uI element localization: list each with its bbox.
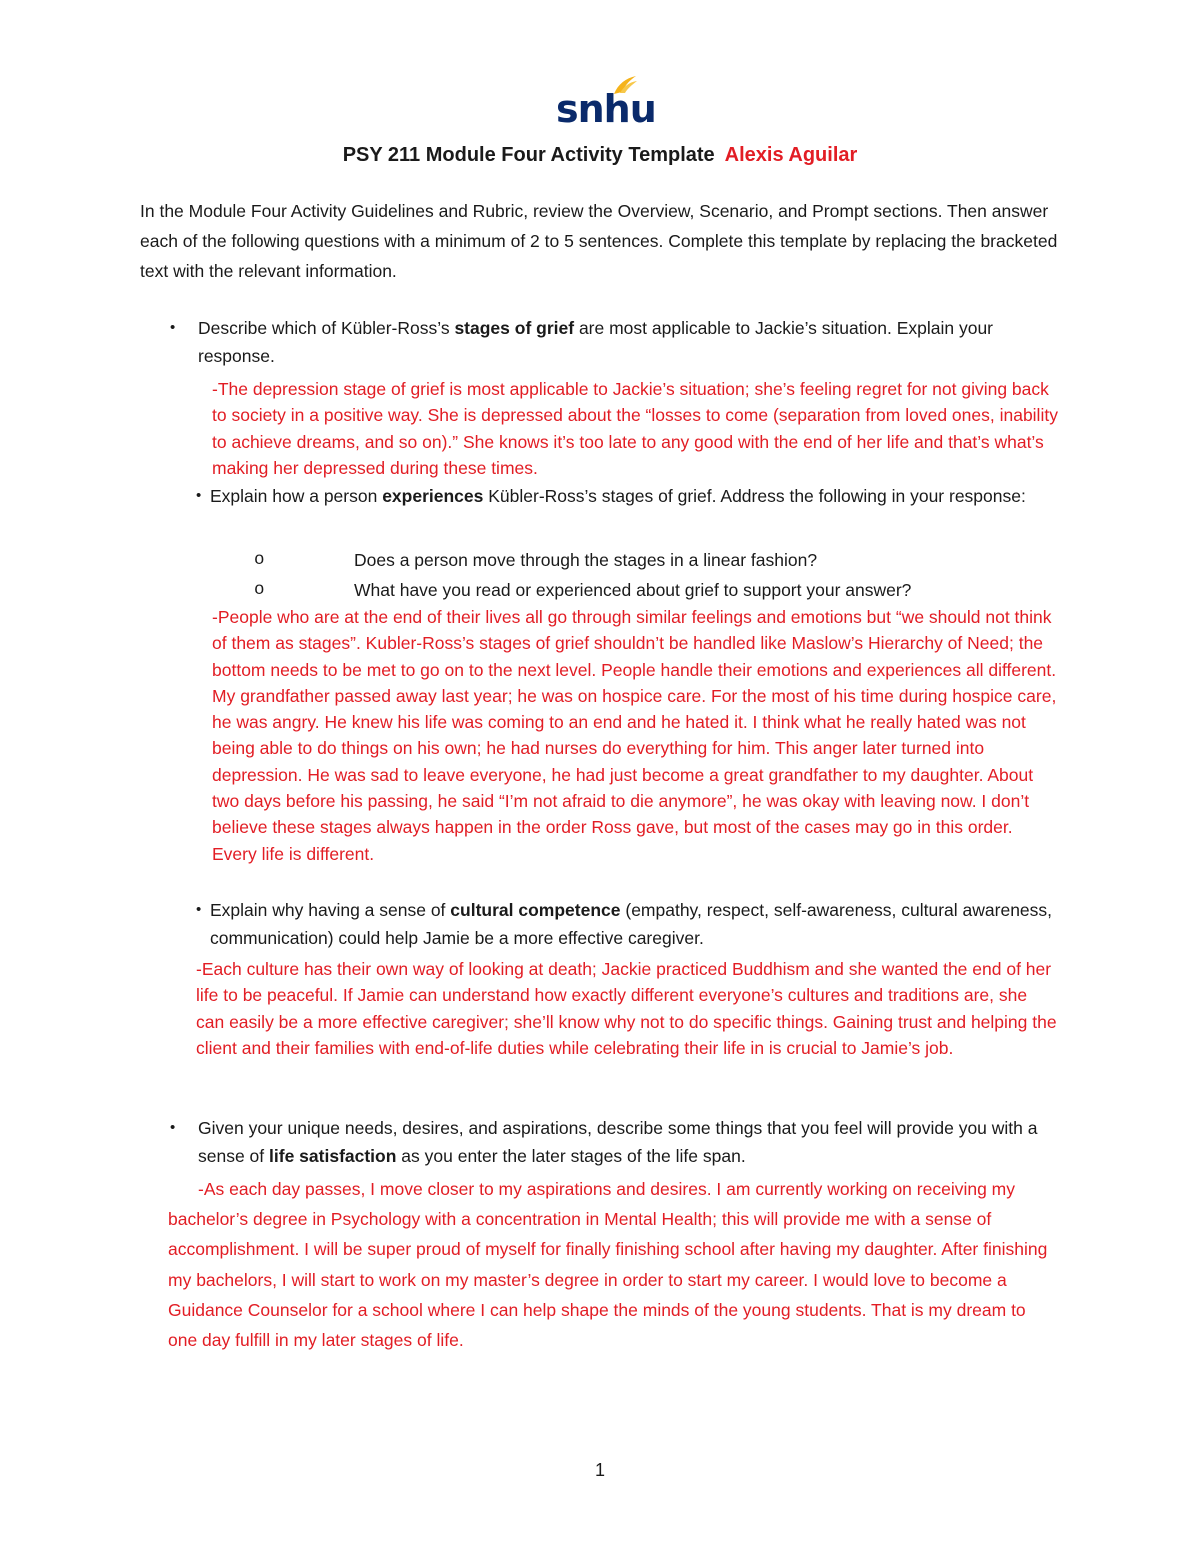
question-1: [170, 314, 1050, 370]
question-4-text: Given your unique needs, desires, and aspirations, describe some things that you feel will provide you with a sense of: [198, 1118, 1038, 1166]
question-3: [196, 896, 1056, 952]
bullet-icon: •: [196, 901, 202, 918]
question-1-keyword: stages of grief: [454, 318, 575, 338]
snhu-logo: [556, 74, 656, 131]
answer-4: -As each day passes, I move closer to my aspirations and desires. I am currently working on receiving my bachelor’s degree in Psychology with a concentration in Mental Health; this will provide me with a sense of accomplishment. I will be super proud of myself for finally finishing school after having my daughter. After finishing my bachelors, I will start to work on my master’s degree in order to start my career. I would love to become a Guidance Counselor for a school where I can help shape the minds of the young students. That is my dream to one day fulfill in my later stages of life.: [168, 1179, 1048, 1351]
page-title: [0, 144, 1200, 167]
bullet-icon: •: [170, 319, 176, 336]
bullet-icon: •: [196, 487, 202, 504]
question-3-text-end: (empathy, respect, self-awareness, cultural awareness, communication) could help Jamie be a more effective caregiver.: [210, 900, 1053, 948]
answer-3: -Each culture has their own way of looking at death; Jackie practiced Buddhism and she wanted the end of her life to be peaceful. If Jamie can understand how exactly different everyone’s cultures and traditions are, she can easily be a more effective caregiver; she’ll know why not to do specific things. Gaining trust and helping the client and their families with end-of-life duties while celebrating their life in is crucial to Jamie’s job.: [196, 959, 1057, 1058]
question-4: [170, 1114, 1050, 1170]
question-2-keyword: experiences: [382, 486, 484, 506]
sub-bullet-icon: o: [254, 550, 265, 570]
page-number: 1: [594, 1460, 605, 1480]
question-1-text: Describe which of Kübler-Ross’s: [198, 318, 455, 338]
intro-paragraph: In the Module Four Activity Guidelines and Rubric, review the Overview, Scenario, and Prompt sections. Then answer each of the following questions with a minimum of 2 to 5 sentences. Complete this template by replacing the bracketed text with the relevant information.: [140, 201, 1058, 281]
document-title: PSY 211 Module Four Activity Template: [342, 144, 715, 166]
question-3-keyword: cultural competence: [450, 900, 621, 920]
question-4-keyword: life satisfaction: [269, 1146, 397, 1166]
sub-question-1-text: Does a person move through the stages in a linear fashion?: [354, 550, 818, 570]
question-4-text-end: as you enter the later stages of the life span.: [396, 1146, 746, 1166]
question-2-text-end: Kübler-Ross’s stages of grief. Address the following in your response:: [483, 486, 1026, 506]
question-2-text: Explain how a person: [210, 486, 383, 506]
question-2: [196, 482, 1056, 510]
author-name: Alexis Aguilar: [724, 144, 858, 166]
question-1-text-end: are most applicable to Jackie’s situation. Explain your response.: [198, 318, 994, 366]
answer-2: -People who are at the end of their lives all go through similar feelings and emotions but “we should not think of them as stages”. Kubler-Ross’s stages of grief shouldn’t be handled like Maslow’s Hierarchy of Need; the bottom needs to be met to go on to the next level. People handle their emotions and experiences all different. My grandfather passed away last year; he was on hospice care. For the most of his time during hospice care, he was angry. He knew his life was coming to an end and he hated it. I think what he really hated was not being able to do things on his own; he had nurses do everything for him. This anger later turned into depression. He was sad to leave everyone, he had just become a great grandfather to my daughter. About two days before his passing, he said “I’m not afraid to die anymore”, he was okay with leaving now. I don’t believe these stages always happen in the order Ross gave, but most of the cases may go in this order. Every life is different.: [212, 607, 1057, 864]
answer-1: -The depression stage of grief is most applicable to Jackie’s situation; she’s feeling regret for not giving back to society in a positive way. She is depressed about the “losses to come (separation from loved ones, inability to achieve dreams, and so on).” She knows it’s too late to any good with the end of her life and that’s what’s making her depressed during these times.: [212, 379, 1058, 478]
logo-wordmark: snhu: [556, 87, 656, 131]
bullet-icon: •: [170, 1119, 176, 1136]
question-3-text: Explain why having a sense of: [210, 900, 451, 920]
sub-question-2-text: What have you read or experienced about grief to support your answer?: [354, 580, 912, 600]
sub-bullet-icon: o: [254, 580, 265, 600]
